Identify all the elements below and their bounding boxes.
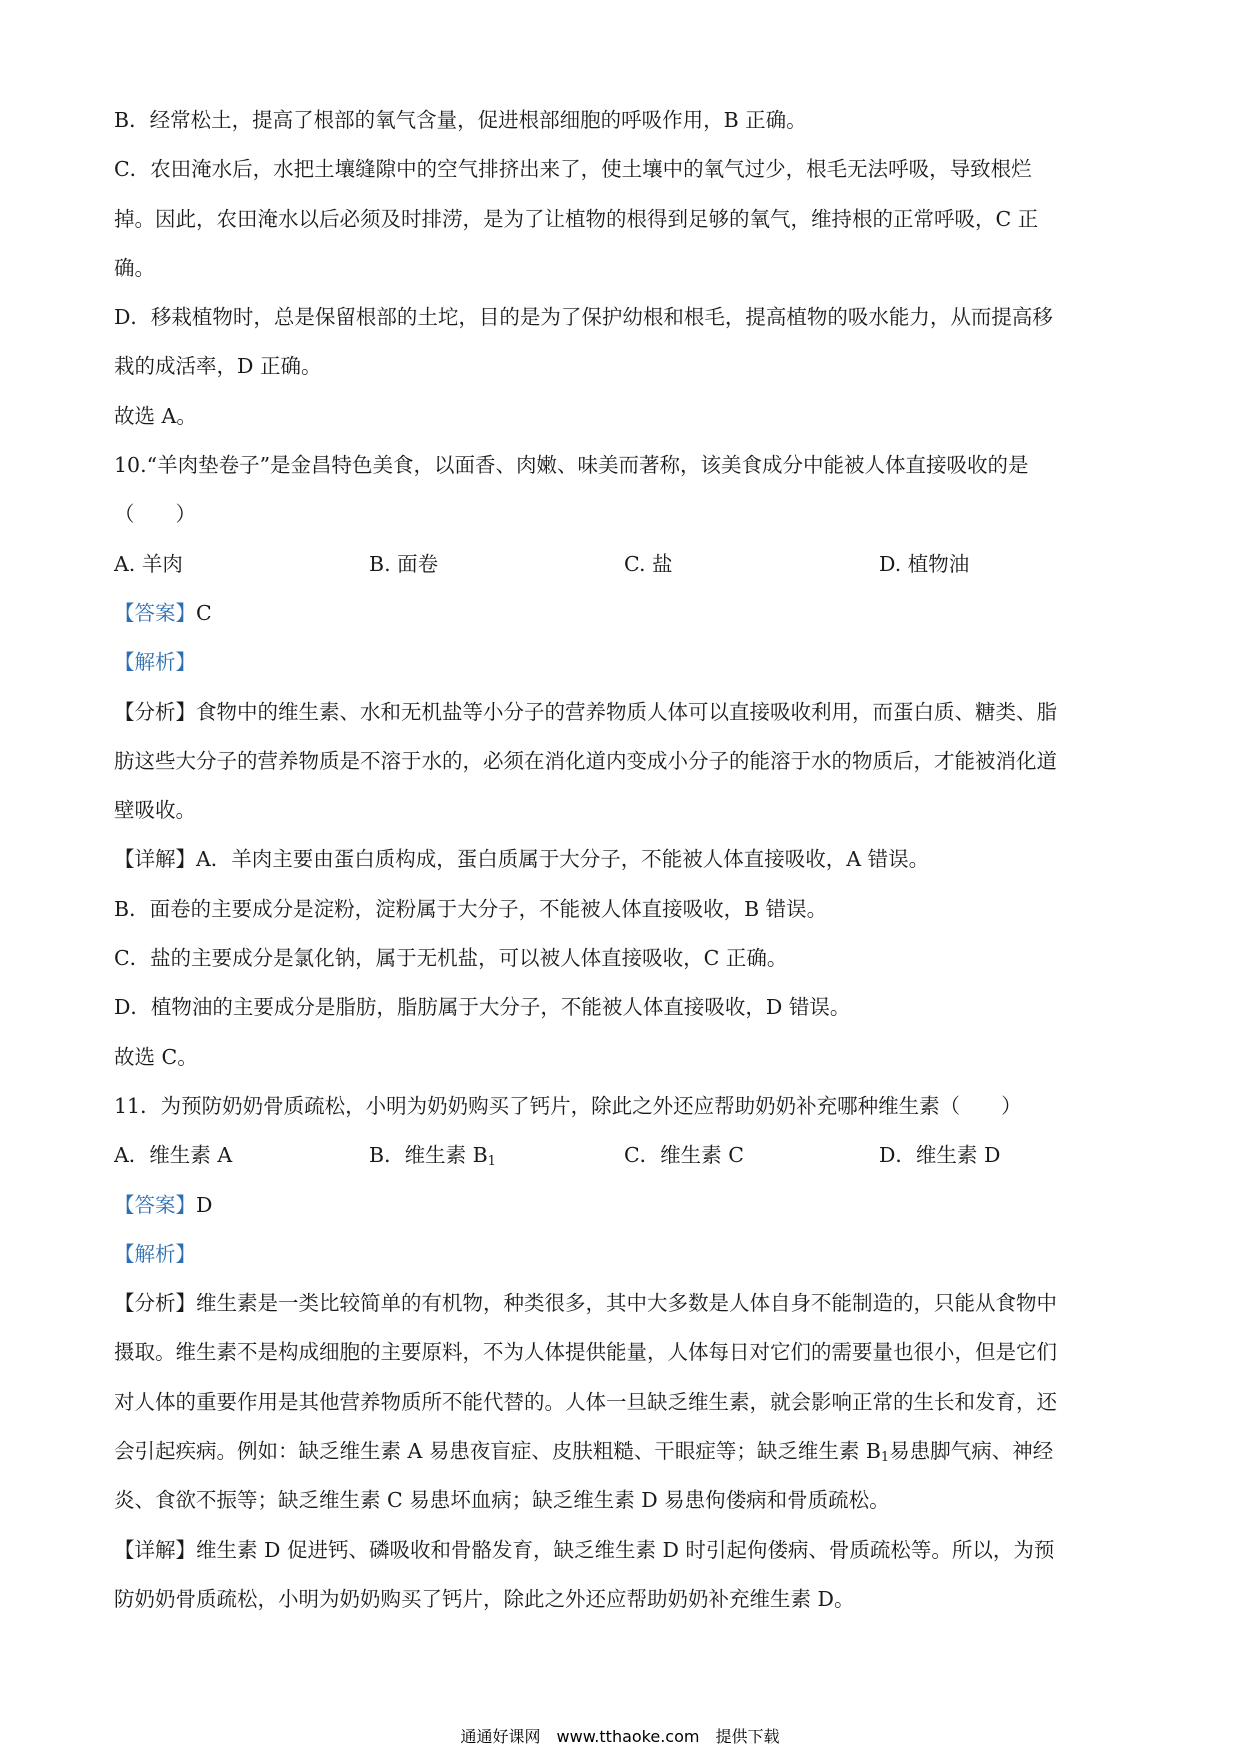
- q10-option-a: A. 羊肉: [114, 551, 183, 576]
- xiangjie-text: 维生素 D 促进钙、磷吸收和骨骼发育，缺乏维生素 D 时引起佝偻病、骨质疏松等。所以，为预: [196, 1537, 1055, 1562]
- q11-fenxi-line1: [114, 1279, 1134, 1328]
- analysis-tag: 【解析】: [114, 1241, 196, 1266]
- q11-stem: 11．为预防奶奶骨质疏松，小明为奶奶购买了钙片，除此之外还应帮助奶奶补充哪种维生素（ ）: [114, 1093, 1022, 1118]
- document-body: [114, 96, 1134, 1624]
- fenxi-text-a: 会引起疾病。例如：缺乏维生素 A 易患夜盲症、皮肤粗糙、干眼症等；缺乏维生素 B: [114, 1439, 881, 1464]
- q11-option-b-text: B．维生素 B: [369, 1143, 488, 1168]
- q10-option-b: B. 面卷: [369, 551, 439, 576]
- q10-stem-line1: 10.“羊肉垫卷子”是金昌特色美食，以面香、肉嫩、味美而著称，该美食成分中能被人体直接吸收的是: [114, 453, 1029, 478]
- answer-value: C: [196, 600, 212, 625]
- fenxi-tag: 【分析】: [114, 699, 196, 724]
- q10-fenxi-line1: [114, 688, 1134, 737]
- analysis-tag: 【解析】: [114, 650, 196, 675]
- q10-xiangjie-c: C．盐的主要成分是氯化钠，属于无机盐，可以被人体直接吸收，C 正确。: [114, 946, 788, 971]
- fenxi-tag: 【分析】: [114, 1291, 196, 1316]
- xiangjie-text: A．羊肉主要由蛋白质构成，蛋白质属于大分子，不能被人体直接吸收，A 错误。: [196, 847, 930, 872]
- xiangjie-tag: 【详解】: [114, 847, 196, 872]
- fenxi-subscript: 1: [880, 1450, 890, 1466]
- q10-analysis-heading: [114, 638, 1134, 687]
- q9-option-d-explanation-line1: D．移栽植物时，总是保留根部的土坨，目的是为了保护幼根和根毛，提高植物的吸水能力，从而提高移: [114, 305, 1053, 330]
- q10-xiangjie-d: D．植物油的主要成分是脂肪，脂肪属于大分子，不能被人体直接吸收，D 错误。: [114, 995, 851, 1020]
- q11-analysis-heading: [114, 1230, 1134, 1279]
- q10-final-choice: 故选 C。: [114, 1044, 198, 1069]
- q10-option-d: D. 植物油: [879, 551, 970, 576]
- q9-option-c-explanation-line3: 确。: [114, 255, 155, 280]
- fenxi-text: 食物中的维生素、水和无机盐等小分子的营养物质人体可以直接吸收利用，而蛋白质、糖类、脂: [196, 699, 1057, 724]
- q10-stem-line2: （ ）: [114, 502, 196, 527]
- q11-fenxi-line3: 对人体的重要作用是其他营养物质所不能代替的。人体一旦缺乏维生素，就会影响正常的生长和发育，还: [114, 1389, 1057, 1414]
- q10-option-c: C. 盐: [624, 551, 673, 576]
- q11-fenxi-line4: [114, 1427, 1134, 1476]
- q9-option-d-explanation-line2: 栽的成活率，D 正确。: [114, 354, 322, 379]
- q9-option-c-explanation-line2: 掉。因此，农田淹水以后必须及时排涝，是为了让植物的根得到足够的氧气，维持根的正常呼吸，C 正: [114, 206, 1039, 231]
- q10-fenxi-line2: 肪这些大分子的营养物质是不溶于水的，必须在消化道内变成小分子的能溶于水的物质后，才能被消化道: [114, 748, 1057, 773]
- q11-option-a: A．维生素 A: [114, 1143, 233, 1168]
- q10-xiangjie-a: [114, 835, 1134, 884]
- q11-xiangjie-line2: 防奶奶骨质疏松，小明为奶奶购买了钙片，除此之外还应帮助奶奶补充维生素 D。: [114, 1586, 855, 1611]
- q10-options: [114, 540, 1134, 589]
- q9-final-choice: 故选 A。: [114, 403, 197, 428]
- q11-fenxi-line5: 炎、食欲不振等；缺乏维生素 C 易患坏血病；缺乏维生素 D 易患佝偻病和骨质疏松。: [114, 1488, 890, 1513]
- fenxi-text: 维生素是一类比较简单的有机物，种类很多，其中大多数是人体自身不能制造的，只能从食物中: [196, 1291, 1057, 1316]
- q11-options: [114, 1131, 1134, 1180]
- q11-option-b: [369, 1131, 624, 1180]
- q10-xiangjie-b: B．面卷的主要成分是淀粉，淀粉属于大分子，不能被人体直接吸收，B 错误。: [114, 896, 828, 921]
- page-footer: 通通好课网 www.tthaoke.com 提供下载: [460, 1727, 780, 1746]
- answer-value: D: [196, 1192, 213, 1217]
- q10-fenxi-line3: 壁吸收。: [114, 798, 196, 823]
- fenxi-text-b: 易患脚气病、神经: [889, 1439, 1054, 1464]
- q10-answer: [114, 589, 1134, 638]
- xiangjie-tag: 【详解】: [114, 1537, 196, 1562]
- q11-fenxi-line2: 摄取。维生素不是构成细胞的主要原料，不为人体提供能量，人体每日对它们的需要量也很小，但是它们: [114, 1340, 1057, 1365]
- q9-option-c-explanation-line1: C．农田淹水后，水把土壤缝隙中的空气排挤出来了，使土壤中的氧气过少，根毛无法呼吸，导致根烂: [114, 157, 1032, 182]
- answer-tag: 【答案】: [114, 1192, 196, 1217]
- q11-answer: [114, 1181, 1134, 1230]
- q11-xiangjie-line1: [114, 1526, 1134, 1575]
- q9-option-b-explanation: B．经常松土，提高了根部的氧气含量，促进根部细胞的呼吸作用，B 正确。: [114, 108, 807, 132]
- q11-option-b-subscript: 1: [487, 1154, 496, 1170]
- q11-option-d: D．维生素 D: [879, 1143, 1001, 1168]
- q11-option-c: C．维生素 C: [624, 1143, 744, 1168]
- answer-tag: 【答案】: [114, 600, 196, 625]
